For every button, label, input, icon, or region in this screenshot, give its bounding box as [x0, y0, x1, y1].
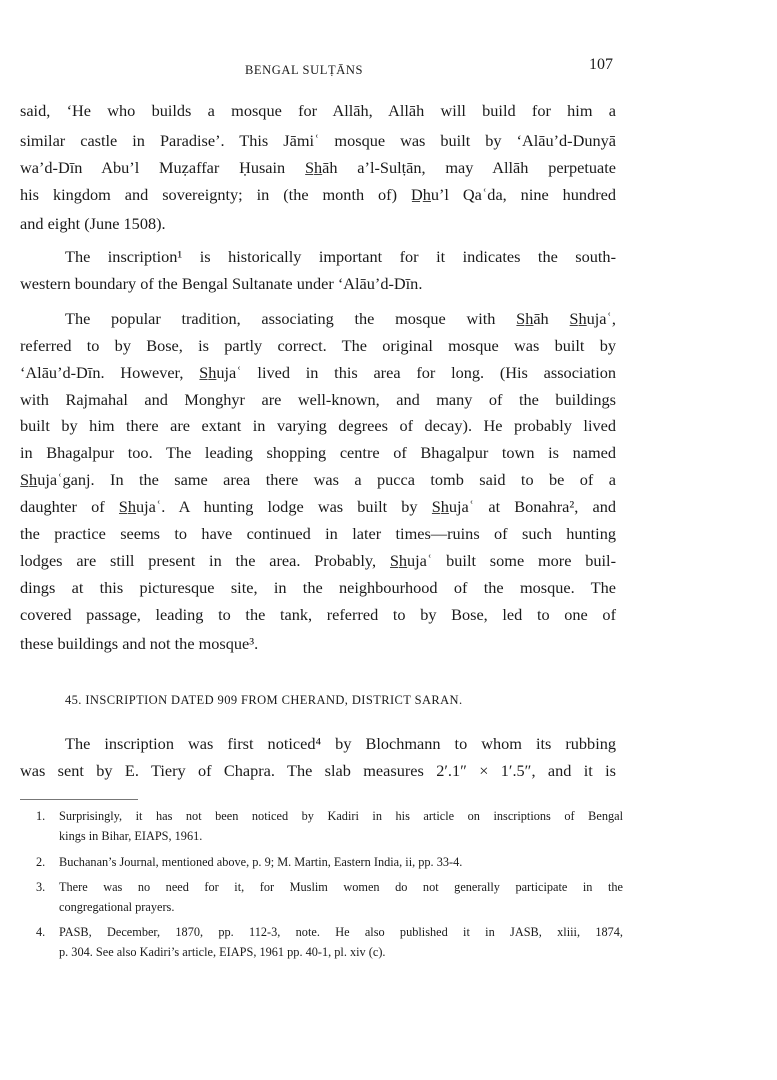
body-line: his kingdom and sovereignty; in (the month of) D̲h̲u’l Qaʿda, nine hundred — [20, 185, 616, 204]
footnote — [36, 877, 623, 917]
section-heading: 45. INSCRIPTION DATED 909 FROM CHERAND, DISTRICT SARAN. — [65, 693, 463, 707]
footnote — [36, 922, 623, 962]
footnote — [36, 806, 623, 846]
footnote — [36, 852, 623, 872]
footnote-number: 4. — [36, 925, 46, 939]
body-line: daughter of S̲h̲ujaʿ. A hunting lodge was built by S̲h̲ujaʿ at Bonahra², and — [20, 497, 616, 516]
body-line: ‘Alāu’d-Dīn. However, S̲h̲ujaʿ lived in this area for long. (His association — [20, 363, 616, 382]
body-line: said, ‘He who builds a mosque for Allāh, Allāh will build for him a — [20, 101, 616, 120]
body-line: was sent by E. Tiery of Chapra. The slab measures 2′.1″ × 1′.5″, and it is — [20, 761, 616, 780]
body-line: these buildings and not the mosque³. — [20, 634, 259, 653]
body-line: lodges are still present in the area. Probably, S̲h̲ujaʿ built some more buil- — [20, 551, 616, 570]
footnote-line: Buchanan’s Journal, mentioned above, p. 9; M. Martin, Eastern India, ii, pp. 33-4. — [59, 855, 463, 869]
footnote-number: 1. — [36, 809, 46, 823]
body-line: the practice seems to have continued in later times—ruins of such hunting — [20, 524, 616, 543]
footnote-line: Surprisingly, it has not been noticed by Kadiri in his article on inscriptions of Bengal — [59, 809, 623, 823]
body-line: covered passage, leading to the tank, referred to by Bose, led to one of — [20, 605, 616, 624]
body-line: wa’d-Dīn Abu’l Muẓaffar Ḥusain S̲h̲āh a’l-Sulṭān, may Allāh perpetuate — [20, 158, 616, 177]
body-line: S̲h̲ujaʿganj. In the same area there was a pucca tomb said to be of a — [20, 470, 616, 489]
running-head: BENGAL SULṬĀNS — [245, 63, 364, 77]
body-line: The inscription¹ is historically important for it indicates the south- — [65, 247, 616, 266]
body-line: built by him there are extant in varying degrees of decay). He probably lived — [20, 416, 616, 435]
body-line: and eight (June 1508). — [20, 214, 166, 233]
footnote-line: PASB, December, 1870, pp. 112-3, note. He also published it in JASB, xliii, 1874, — [59, 925, 623, 939]
footnote-number: 3. — [36, 880, 46, 894]
footnote-line: There was no need for it, for Muslim women do not generally participate in the — [59, 880, 623, 894]
footnote-divider — [20, 799, 138, 800]
body-line: with Rajmahal and Monghyr are well-known, and many of the buildings — [20, 390, 616, 409]
page-number: 107 — [589, 56, 613, 73]
footnote-line: kings in Bihar, EIAPS, 1961. — [59, 829, 203, 843]
footnote-number: 2. — [36, 855, 46, 869]
body-line: The popular tradition, associating the mosque with S̲h̲āh S̲h̲ujaʿ, — [65, 309, 616, 328]
footnote-line: congregational prayers. — [59, 900, 175, 914]
body-line: western boundary of the Bengal Sultanate under ‘Alāu’d-Dīn. — [20, 274, 423, 293]
body-line: dings at this picturesque site, in the neighbourhood of the mosque. The — [20, 578, 616, 597]
footnote-line: p. 304. See also Kadiri’s article, EIAPS, 1961 pp. 40-1, pl. xiv (c). — [59, 945, 386, 959]
body-line: referred to by Bose, is partly correct. The original mosque was built by — [20, 336, 616, 355]
body-line: similar castle in Paradise’. This Jāmiʿ mosque was built by ‘Alāu’d-Dunyā — [20, 131, 616, 150]
body-line: The inscription was first noticed⁴ by Blochmann to whom its rubbing — [65, 734, 616, 753]
body-line: in Bhagalpur too. The leading shopping centre of Bhagalpur town is named — [20, 443, 616, 462]
